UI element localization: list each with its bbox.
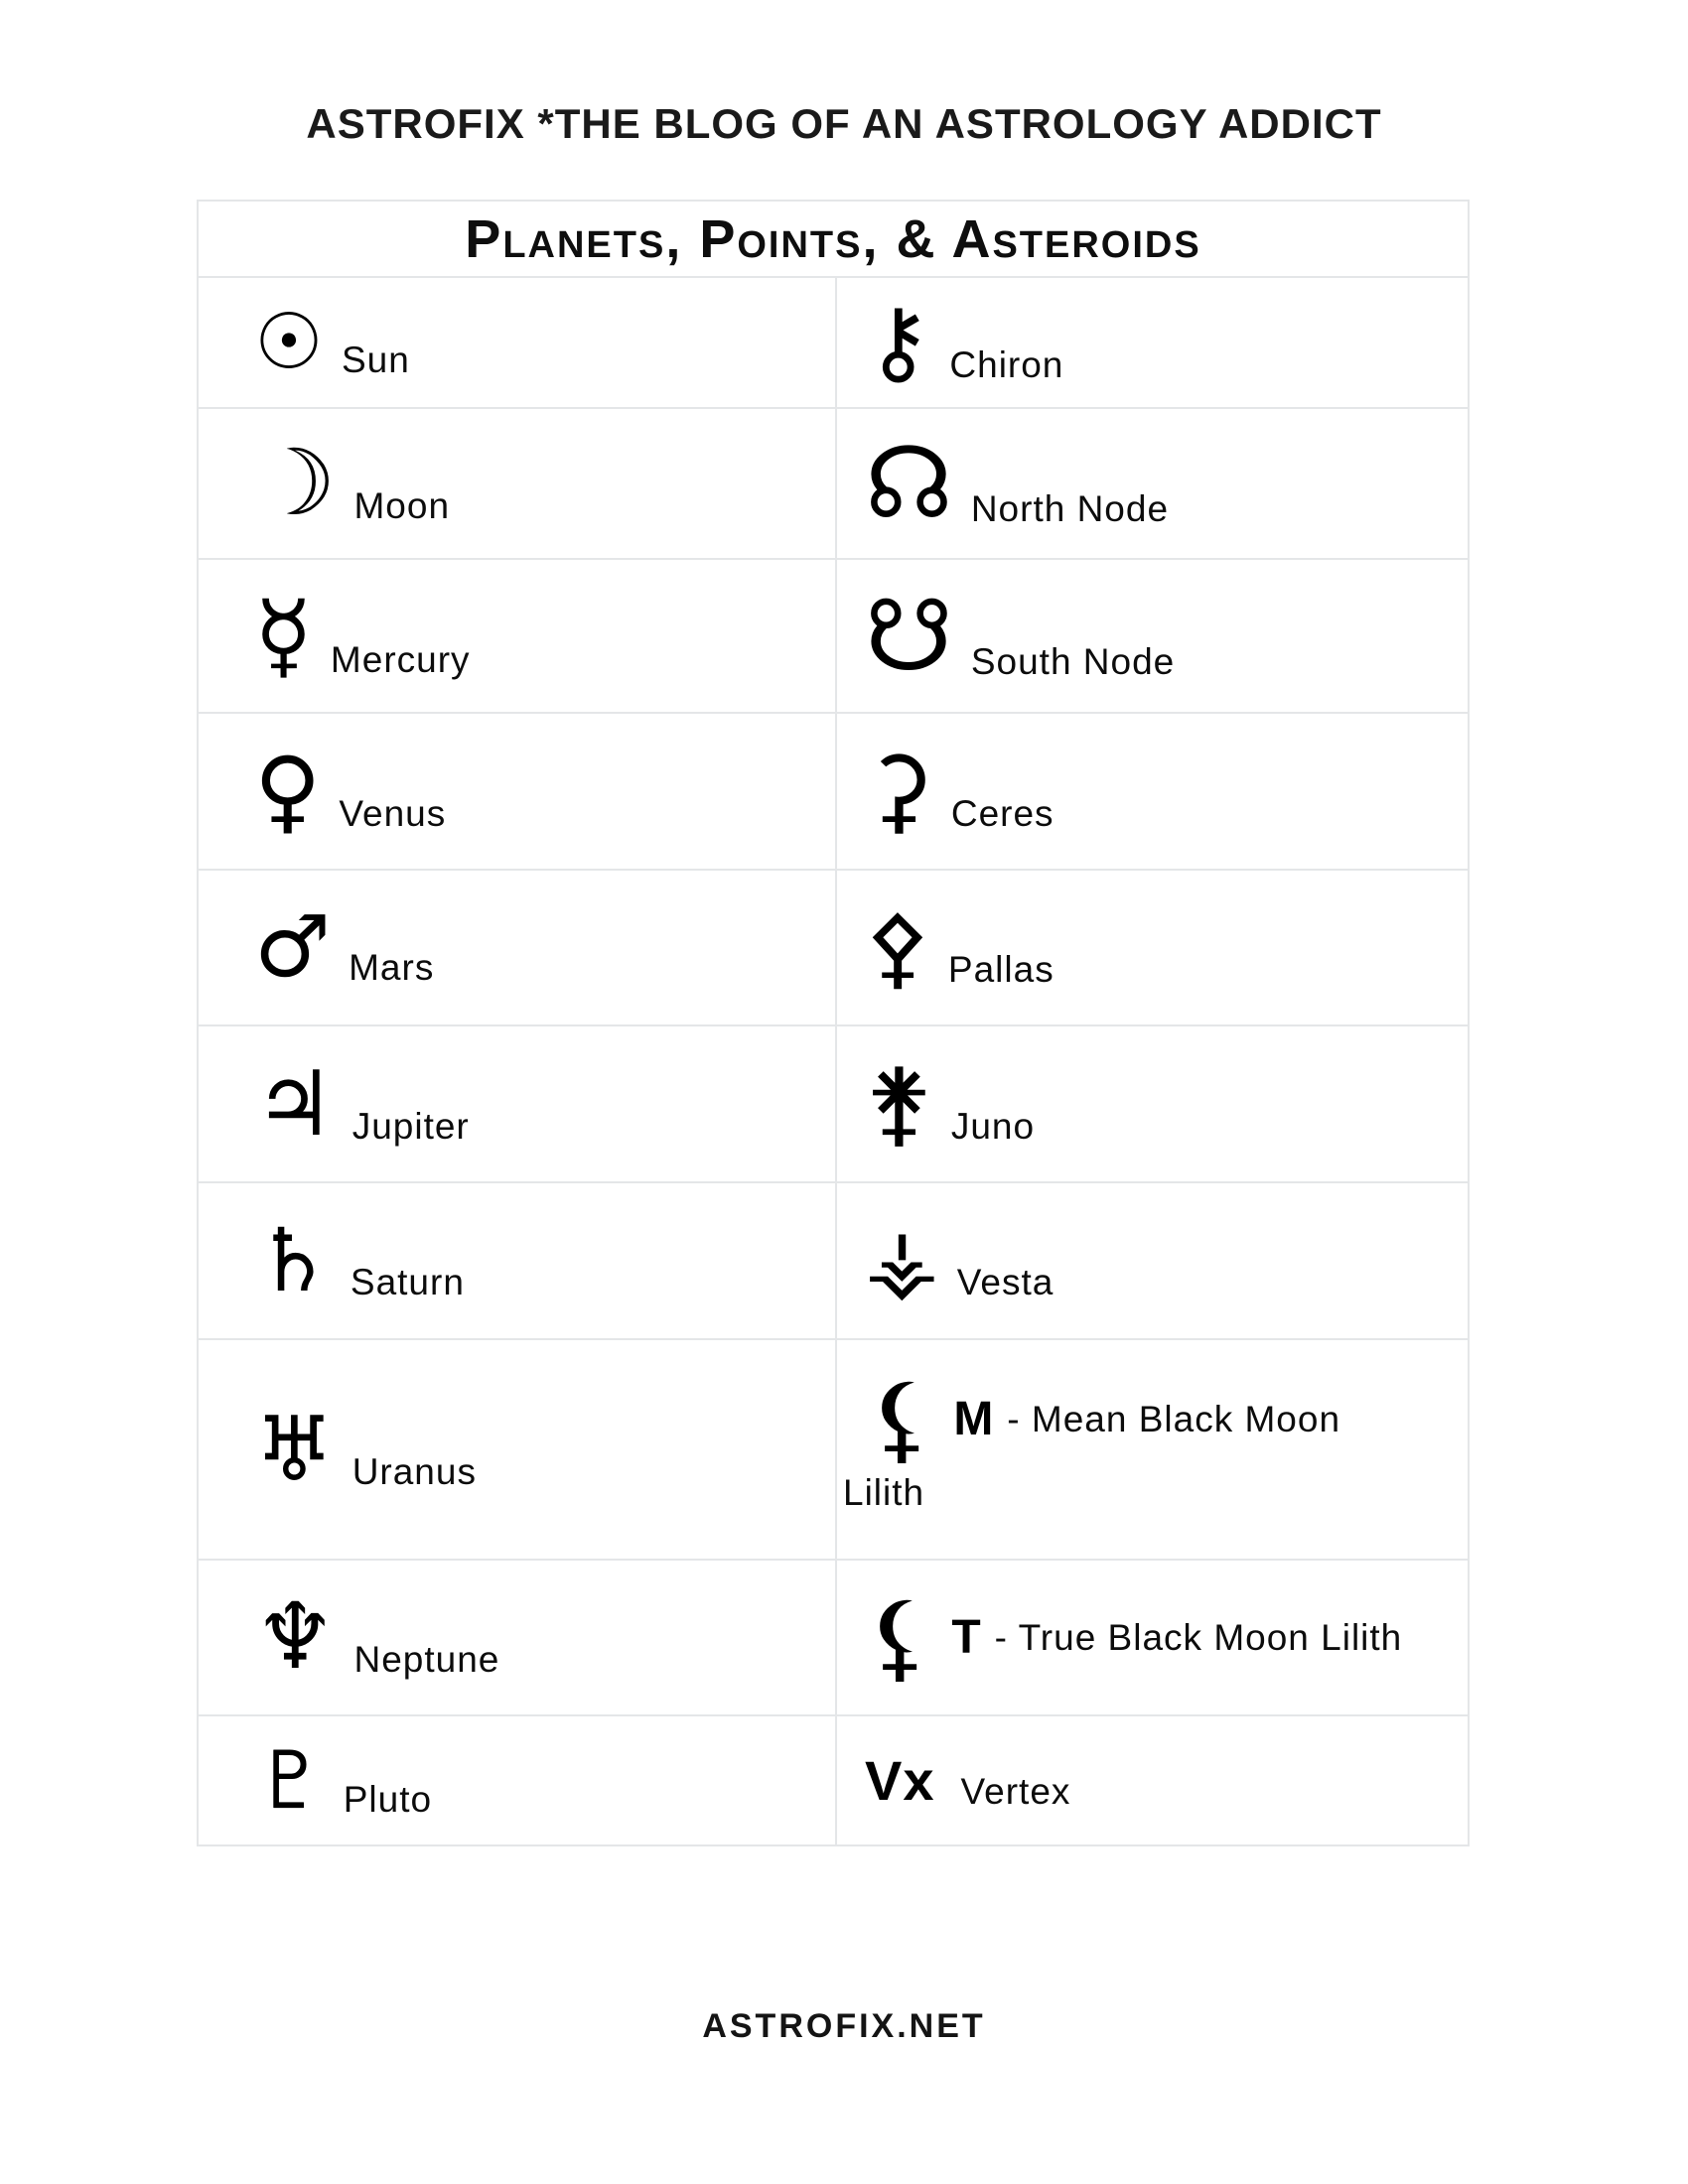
jupiter-icon: ♃ [254, 1051, 335, 1157]
jupiter-label: Jupiter [352, 1105, 470, 1147]
juno-label: Juno [950, 1105, 1036, 1147]
south-node-icon: ☋ [865, 577, 953, 694]
table-row-venus-ceres [199, 712, 1468, 869]
black-moon-lilith-icon: ⚸ [865, 1581, 936, 1694]
vesta-icon: ⚶ [865, 1209, 939, 1312]
cell-venus [199, 714, 835, 869]
cell-mars [199, 871, 835, 1024]
juno-icon: ⚵ [865, 1048, 933, 1158]
neptune-icon: ♆ [254, 1583, 337, 1691]
planets-points-asteroids-table [197, 200, 1470, 1846]
moon-icon: ☽ [254, 429, 337, 536]
cell-north-node [835, 409, 1468, 558]
ceres-icon: ⚳ [865, 736, 933, 845]
pluto-icon: ♇ [254, 1733, 326, 1827]
mercury-label: Mercury [330, 639, 471, 681]
table-row-saturn-vesta [199, 1181, 1468, 1338]
vesta-label: Vesta [956, 1262, 1055, 1303]
table-row-uranus-meanlilith [199, 1338, 1468, 1559]
uranus-icon: ♅ [254, 1397, 335, 1502]
cell-vertex [835, 1716, 1468, 1844]
table-row-pluto-vertex [199, 1714, 1468, 1844]
cell-mercury [199, 560, 835, 712]
pallas-label: Pallas [947, 949, 1055, 990]
cell-sun [199, 278, 835, 407]
venus-icon: ♀ [254, 737, 322, 844]
sun-label: Sun [341, 339, 410, 380]
vertex-label: Vertex [960, 1771, 1071, 1812]
cell-south-node [835, 560, 1468, 712]
cell-chiron [835, 278, 1468, 407]
uranus-label: Uranus [352, 1450, 477, 1492]
site-header: ASTROFIX *THE BLOG OF AN ASTROLOGY ADDICT [306, 100, 1382, 147]
mars-icon: ♂ [254, 896, 332, 997]
pluto-label: Pluto [343, 1778, 433, 1820]
cell-mean-black-moon-lilith [835, 1340, 1468, 1559]
cell-moon [199, 409, 835, 558]
cell-juno [835, 1026, 1468, 1181]
cell-jupiter [199, 1026, 835, 1181]
mean-lilith-label: - Mean Black Moon Lilith [843, 1399, 1341, 1513]
true-lilith-label: - True Black Moon Lilith [994, 1617, 1403, 1659]
chiron-icon: ⚷ [865, 288, 932, 395]
table-row-jupiter-juno [199, 1024, 1468, 1181]
neptune-label: Neptune [353, 1639, 500, 1681]
true-lilith-abbr: T [951, 1611, 981, 1665]
black-moon-lilith-icon: ⚸ [867, 1363, 938, 1475]
saturn-label: Saturn [350, 1262, 465, 1303]
cell-neptune [199, 1561, 835, 1714]
sun-icon: ☉ [254, 297, 324, 387]
pallas-icon: ⚴ [865, 895, 930, 1000]
ceres-label: Ceres [950, 792, 1055, 834]
cell-ceres [835, 714, 1468, 869]
mars-label: Mars [349, 946, 435, 988]
cell-pallas [835, 871, 1468, 1024]
table-title: Planets, Points, & Asteroids [465, 208, 1201, 269]
venus-label: Venus [339, 792, 447, 834]
table-row-mars-pallas [199, 869, 1468, 1024]
table-row-mercury-southnode [199, 558, 1468, 712]
vertex-abbr: Vx [865, 1749, 935, 1812]
cell-vesta [835, 1183, 1468, 1338]
moon-label: Moon [353, 484, 451, 526]
chiron-label: Chiron [949, 343, 1064, 385]
table-row-moon-northnode [199, 407, 1468, 558]
cell-uranus [199, 1340, 835, 1559]
table-row-sun-chiron [199, 276, 1468, 407]
north-node-label: North Node [970, 488, 1170, 529]
cell-saturn [199, 1183, 835, 1338]
cell-pluto [199, 1716, 835, 1844]
south-node-label: South Node [970, 640, 1176, 682]
mercury-icon: ☿ [254, 580, 313, 692]
mean-lilith-abbr: M [953, 1393, 994, 1446]
north-node-icon: ☊ [865, 425, 953, 541]
table-row-neptune-truelilith [199, 1559, 1468, 1714]
saturn-icon: ♄ [254, 1209, 333, 1312]
cell-true-black-moon-lilith [835, 1561, 1468, 1714]
site-footer: ASTROFIX.NET [702, 2007, 986, 2045]
